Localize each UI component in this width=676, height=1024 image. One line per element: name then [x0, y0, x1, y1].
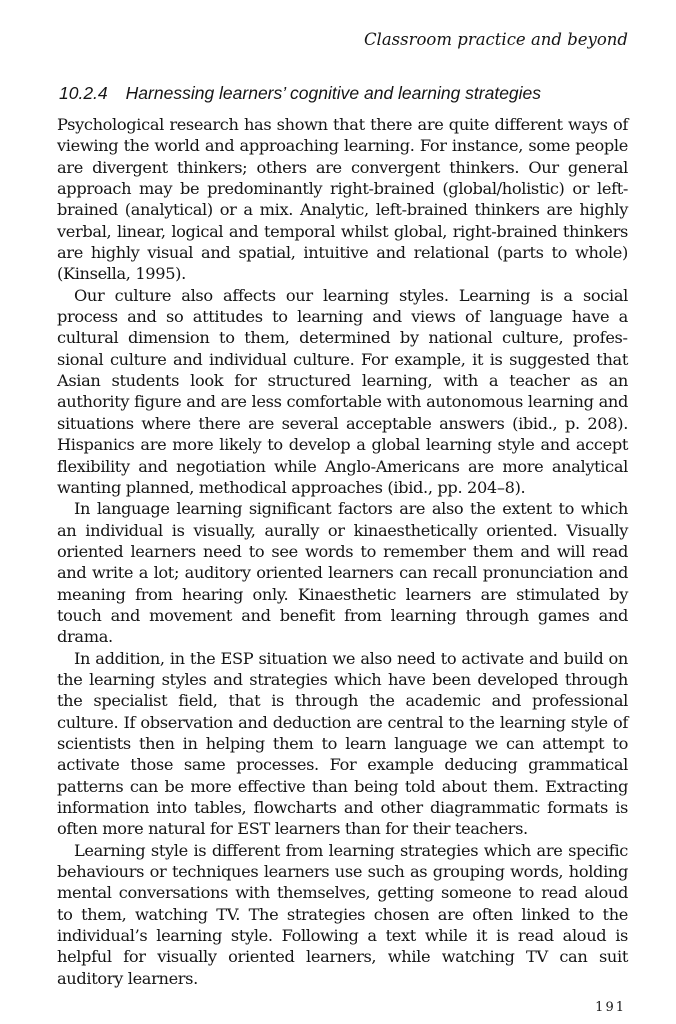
paragraph-4: In addition, in the ESP situation we also need to activate and build on the learning styles and strategies which have been developed through the specialist field, that is through the academic and professional culture. If observation and deduction are central to the learning style of scientists then in helping them to learn language we can attempt to activate those same processes. For example deducing grammatical patterns can be more effective than being told about them. Extracting information into tables, flowcharts and other diagrammatic formats is often more natural for EST learners than for their teachers.: [57, 648, 628, 839]
section-number: 10.2.4: [59, 83, 108, 103]
running-head: Classroom practice and beyond: [363, 30, 628, 49]
paragraph-5: Learning style is different from learning strategies which are specific behaviours or techniques learners use such as grouping words, holding mental conversations with themselves, getting someone to read aloud to them, watching TV. The strategies chosen are often linked to the individual’s learning style. Following a text while it is read aloud is helpful for visually oriented learners, while watching TV can suit auditory learners.: [57, 840, 628, 988]
page-number: 191: [595, 1000, 626, 1015]
body-text: [57, 114, 628, 989]
paragraph-1: Psychological research has shown that there are quite different ways of viewing the world and approaching learning. For instance, some people are divergent thinkers; others are convergent thinkers. Our general approach may be predominantly right-brained (global/holistic) or left-brained (analytical) or a mix. Analytic, left-brained thinkers are highly verbal, linear, logical and temporal whilst global, right-brained thinkers are highly visual and spatial, intuitive and relational (parts to whole) (Kinsella, 1995).: [57, 115, 628, 284]
paragraph-2: Our culture also affects our learning styles. Learning is a social process and so attitudes to learning and views of language have a cultural dimension to them, determined by national culture, professional culture and individual culture. For example, it is suggested that Asian students look for structured learning, with a teacher as an authority figure and are less comfortable with autonomous learning and situations where there are several acceptable answers (ibid., p. 208). Hispanics are more likely to develop a global learning style and accept flexibility and negotiation while Anglo-Americans are more analytical wanting planned, methodical approaches (ibid., pp. 204–8).: [57, 285, 628, 497]
section-heading: [59, 83, 541, 104]
paragraph-3: In language learning significant factors are also the extent to which an individual is visually, aurally or kinaesthetically oriented. Visually oriented learners need to see words to remember them and will read and write a lot; auditory oriented learners can recall pronunciation and meaning from hearing only. Kinaesthetic learners are stimulated by touch and movement and benefit from learning through games and drama.: [57, 499, 628, 647]
section-title: Harnessing learners’ cognitive and learning strategies: [125, 83, 542, 103]
